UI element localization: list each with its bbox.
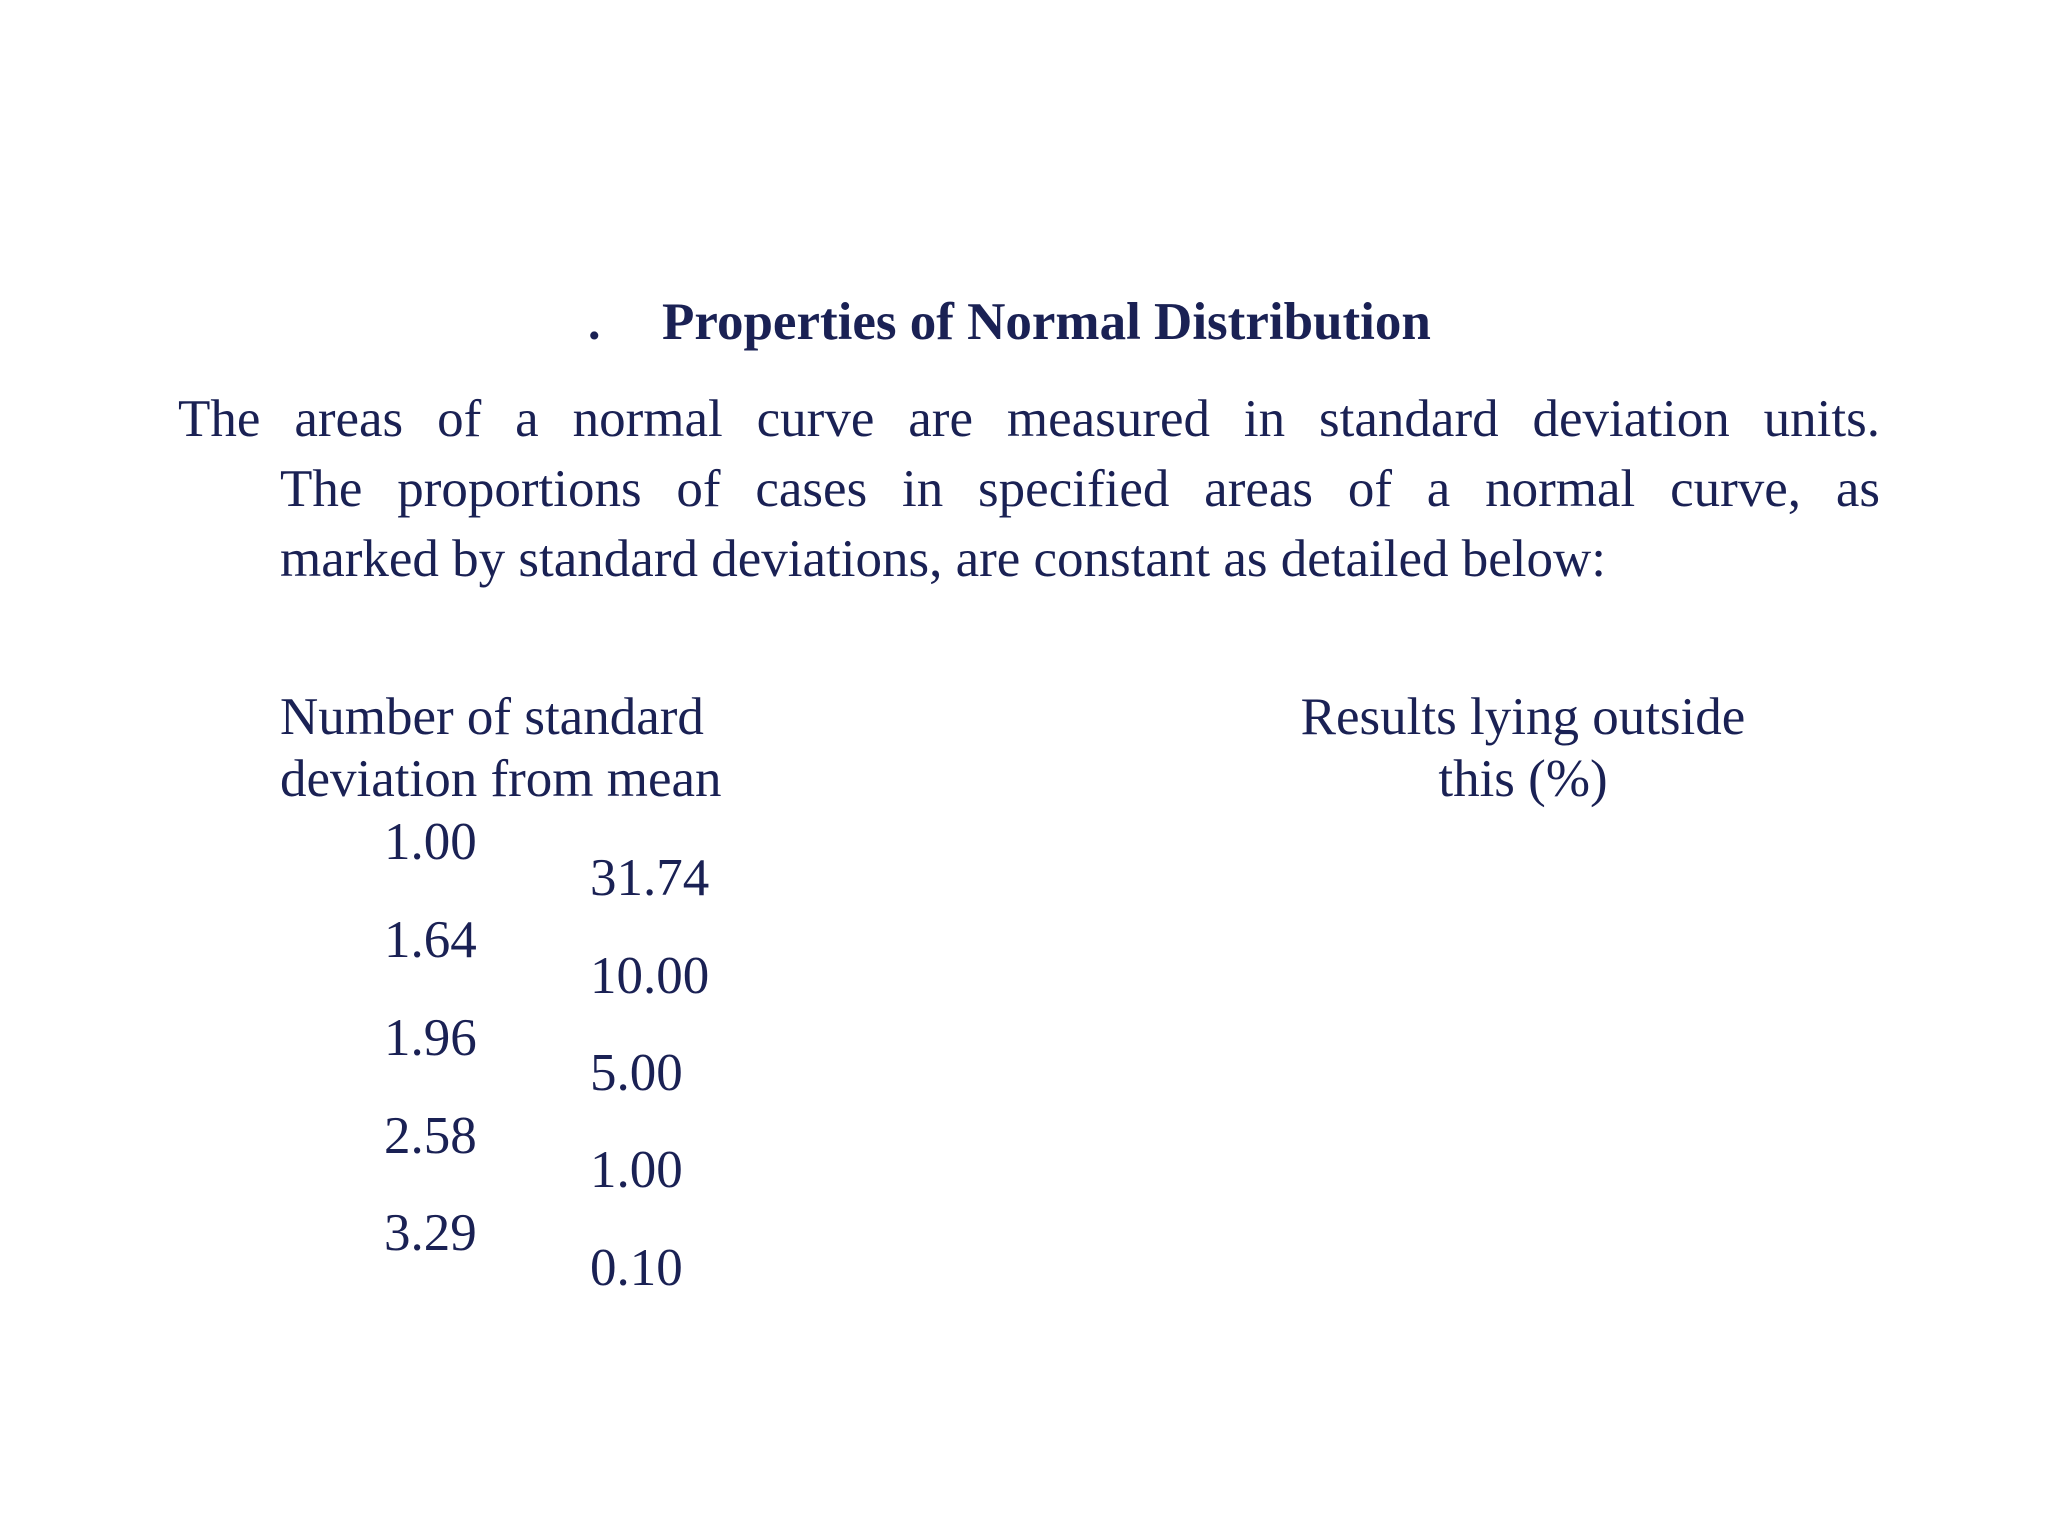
intro-paragraph bbox=[178, 384, 1880, 594]
outside-value: 31.74 bbox=[590, 849, 710, 907]
sd-value: 1.96 bbox=[384, 1009, 477, 1067]
sd-value: 1.64 bbox=[384, 911, 477, 969]
paragraph-line-2: The proportions of cases in specified areas of a normal curve, as bbox=[280, 460, 1880, 518]
sd-value: 2.58 bbox=[384, 1107, 477, 1165]
sd-header-line-1: Number of standard bbox=[280, 688, 704, 746]
outside-value: 10.00 bbox=[590, 947, 710, 1005]
sd-column-header bbox=[280, 686, 722, 810]
outside-header-line-1: Results lying outside bbox=[1300, 688, 1746, 746]
title-bullet: . bbox=[588, 294, 601, 350]
sd-value: 1.00 bbox=[384, 813, 477, 871]
outside-value: 5.00 bbox=[590, 1044, 683, 1102]
sd-header-line-2: deviation from mean bbox=[280, 750, 722, 808]
outside-value: 0.10 bbox=[590, 1239, 683, 1297]
outside-column-header bbox=[1280, 686, 1766, 810]
paragraph-line-1: The areas of a normal curve are measured in standard deviation units. bbox=[178, 390, 1880, 448]
outside-header-line-2: this (%) bbox=[1438, 750, 1608, 808]
outside-value: 1.00 bbox=[590, 1141, 683, 1199]
slide-title: Properties of Normal Distribution bbox=[662, 293, 1431, 351]
sd-value: 3.29 bbox=[384, 1204, 477, 1262]
paragraph-line-3: marked by standard deviations, are constant as detailed below: bbox=[280, 530, 1607, 588]
